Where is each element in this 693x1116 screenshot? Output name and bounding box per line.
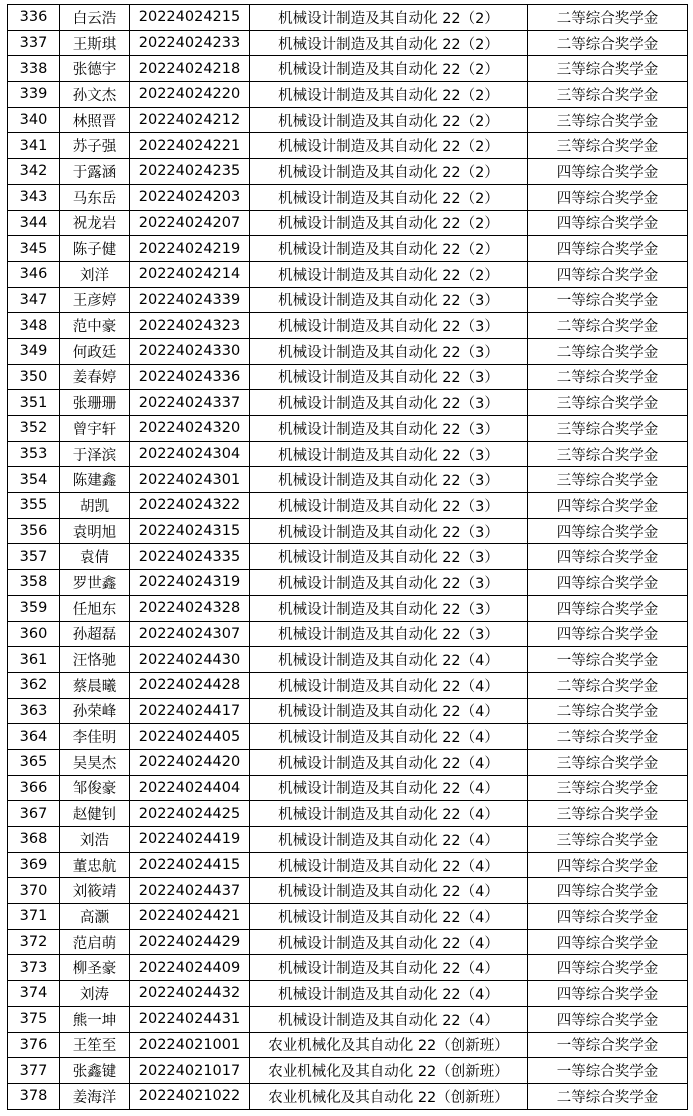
student-name-cell: 刘浩: [60, 827, 130, 853]
row-number-cell: 359: [8, 595, 60, 621]
student-id-cell: 20224024215: [130, 5, 250, 31]
row-number-cell: 373: [8, 955, 60, 981]
row-number-cell: 349: [8, 338, 60, 364]
row-number-cell: 337: [8, 30, 60, 56]
student-id-cell: 20224024323: [130, 313, 250, 339]
student-name-cell: 柳圣豪: [60, 955, 130, 981]
row-number-cell: 366: [8, 775, 60, 801]
student-name-cell: 孙超磊: [60, 621, 130, 647]
class-name-cell: 机械设计制造及其自动化 22（4）: [250, 647, 528, 673]
student-id-cell: 20224024420: [130, 749, 250, 775]
row-number-cell: 376: [8, 1032, 60, 1058]
award-level-cell: 三等综合奖学金: [528, 441, 688, 467]
award-level-cell: 二等综合奖学金: [528, 5, 688, 31]
table-row: [8, 981, 688, 1007]
student-id-cell: 20224024235: [130, 159, 250, 185]
class-name-cell: 机械设计制造及其自动化 22（2）: [250, 133, 528, 159]
class-name-cell: 机械设计制造及其自动化 22（3）: [250, 467, 528, 493]
row-number-cell: 362: [8, 672, 60, 698]
class-name-cell: 机械设计制造及其自动化 22（4）: [250, 827, 528, 853]
class-name-cell: 机械设计制造及其自动化 22（3）: [250, 287, 528, 313]
table-row: [8, 159, 688, 185]
row-number-cell: 374: [8, 981, 60, 1007]
award-level-cell: 四等综合奖学金: [528, 595, 688, 621]
student-name-cell: 罗世鑫: [60, 570, 130, 596]
student-id-cell: 20224024330: [130, 338, 250, 364]
student-name-cell: 张鑫键: [60, 1058, 130, 1084]
student-name-cell: 刘洋: [60, 261, 130, 287]
row-number-cell: 372: [8, 929, 60, 955]
student-name-cell: 马东岳: [60, 184, 130, 210]
student-id-cell: 20224024319: [130, 570, 250, 596]
student-name-cell: 于露涵: [60, 159, 130, 185]
student-id-cell: 20224024212: [130, 107, 250, 133]
student-name-cell: 刘筱靖: [60, 878, 130, 904]
student-name-cell: 范启萌: [60, 929, 130, 955]
class-name-cell: 机械设计制造及其自动化 22（4）: [250, 672, 528, 698]
student-name-cell: 于泽滨: [60, 441, 130, 467]
class-name-cell: 机械设计制造及其自动化 22（3）: [250, 416, 528, 442]
student-name-cell: 袁明旭: [60, 518, 130, 544]
award-level-cell: 三等综合奖学金: [528, 775, 688, 801]
student-id-cell: 20224024214: [130, 261, 250, 287]
student-id-cell: 20224024409: [130, 955, 250, 981]
row-number-cell: 352: [8, 416, 60, 442]
table-row: [8, 441, 688, 467]
student-name-cell: 李佳明: [60, 724, 130, 750]
student-id-cell: 20224024429: [130, 929, 250, 955]
student-id-cell: 20224024419: [130, 827, 250, 853]
award-level-cell: 四等综合奖学金: [528, 184, 688, 210]
award-level-cell: 二等综合奖学金: [528, 698, 688, 724]
table-row: [8, 416, 688, 442]
student-name-cell: 王彦婷: [60, 287, 130, 313]
table-row: [8, 56, 688, 82]
student-id-cell: 20224024336: [130, 364, 250, 390]
table-row: [8, 595, 688, 621]
student-name-cell: 张德宇: [60, 56, 130, 82]
award-level-cell: 四等综合奖学金: [528, 210, 688, 236]
award-level-cell: 一等综合奖学金: [528, 1058, 688, 1084]
row-number-cell: 355: [8, 493, 60, 519]
award-level-cell: 四等综合奖学金: [528, 981, 688, 1007]
table-row: [8, 724, 688, 750]
class-name-cell: 机械设计制造及其自动化 22（4）: [250, 904, 528, 930]
student-name-cell: 刘涛: [60, 981, 130, 1007]
row-number-cell: 370: [8, 878, 60, 904]
class-name-cell: 机械设计制造及其自动化 22（4）: [250, 981, 528, 1007]
student-id-cell: 20224024207: [130, 210, 250, 236]
table-row: [8, 107, 688, 133]
student-name-cell: 赵健钊: [60, 801, 130, 827]
row-number-cell: 353: [8, 441, 60, 467]
row-number-cell: 357: [8, 544, 60, 570]
student-name-cell: 白云浩: [60, 5, 130, 31]
award-level-cell: 二等综合奖学金: [528, 1083, 688, 1109]
table-row: [8, 210, 688, 236]
class-name-cell: 机械设计制造及其自动化 22（3）: [250, 364, 528, 390]
table-body: [8, 5, 688, 1110]
award-level-cell: 四等综合奖学金: [528, 544, 688, 570]
table-row: [8, 493, 688, 519]
award-level-cell: 四等综合奖学金: [528, 493, 688, 519]
student-id-cell: 20224024304: [130, 441, 250, 467]
student-name-cell: 姜海洋: [60, 1083, 130, 1109]
student-name-cell: 高灏: [60, 904, 130, 930]
row-number-cell: 371: [8, 904, 60, 930]
row-number-cell: 348: [8, 313, 60, 339]
student-id-cell: 20224024233: [130, 30, 250, 56]
student-name-cell: 陈子健: [60, 236, 130, 262]
row-number-cell: 358: [8, 570, 60, 596]
table-row: [8, 390, 688, 416]
student-name-cell: 曾宇轩: [60, 416, 130, 442]
student-name-cell: 董忠航: [60, 852, 130, 878]
row-number-cell: 375: [8, 1006, 60, 1032]
row-number-cell: 343: [8, 184, 60, 210]
row-number-cell: 356: [8, 518, 60, 544]
student-name-cell: 范中豪: [60, 313, 130, 339]
row-number-cell: 354: [8, 467, 60, 493]
student-id-cell: 20224024322: [130, 493, 250, 519]
table-row: [8, 570, 688, 596]
student-id-cell: 20224024404: [130, 775, 250, 801]
student-id-cell: 20224024425: [130, 801, 250, 827]
row-number-cell: 364: [8, 724, 60, 750]
row-number-cell: 340: [8, 107, 60, 133]
student-id-cell: 20224024221: [130, 133, 250, 159]
row-number-cell: 338: [8, 56, 60, 82]
award-level-cell: 三等综合奖学金: [528, 801, 688, 827]
award-level-cell: 三等综合奖学金: [528, 56, 688, 82]
award-level-cell: 二等综合奖学金: [528, 724, 688, 750]
row-number-cell: 350: [8, 364, 60, 390]
student-name-cell: 张珊珊: [60, 390, 130, 416]
award-level-cell: 四等综合奖学金: [528, 159, 688, 185]
student-id-cell: 20224021022: [130, 1083, 250, 1109]
class-name-cell: 机械设计制造及其自动化 22（2）: [250, 107, 528, 133]
table-row: [8, 30, 688, 56]
student-name-cell: 吴昊杰: [60, 749, 130, 775]
student-id-cell: 20224024203: [130, 184, 250, 210]
row-number-cell: 345: [8, 236, 60, 262]
student-id-cell: 20224024219: [130, 236, 250, 262]
student-id-cell: 20224024301: [130, 467, 250, 493]
class-name-cell: 机械设计制造及其自动化 22（3）: [250, 518, 528, 544]
table-row: [8, 621, 688, 647]
table-row: [8, 955, 688, 981]
table-row: [8, 184, 688, 210]
student-name-cell: 孙荣峰: [60, 698, 130, 724]
row-number-cell: 342: [8, 159, 60, 185]
class-name-cell: 机械设计制造及其自动化 22（3）: [250, 595, 528, 621]
class-name-cell: 农业机械化及其自动化 22（创新班）: [250, 1058, 528, 1084]
table-row: [8, 261, 688, 287]
table-row: [8, 1058, 688, 1084]
student-id-cell: 20224024307: [130, 621, 250, 647]
table-row: [8, 364, 688, 390]
award-level-cell: 四等综合奖学金: [528, 570, 688, 596]
student-id-cell: 20224024430: [130, 647, 250, 673]
student-id-cell: 20224024220: [130, 82, 250, 108]
award-level-cell: 二等综合奖学金: [528, 364, 688, 390]
table-row: [8, 5, 688, 31]
award-level-cell: 三等综合奖学金: [528, 467, 688, 493]
student-id-cell: 20224024428: [130, 672, 250, 698]
table-row: [8, 852, 688, 878]
class-name-cell: 机械设计制造及其自动化 22（2）: [250, 210, 528, 236]
award-level-cell: 三等综合奖学金: [528, 107, 688, 133]
award-level-cell: 四等综合奖学金: [528, 1006, 688, 1032]
award-level-cell: 四等综合奖学金: [528, 929, 688, 955]
class-name-cell: 机械设计制造及其自动化 22（2）: [250, 261, 528, 287]
row-number-cell: 351: [8, 390, 60, 416]
row-number-cell: 360: [8, 621, 60, 647]
award-level-cell: 三等综合奖学金: [528, 827, 688, 853]
class-name-cell: 机械设计制造及其自动化 22（3）: [250, 313, 528, 339]
class-name-cell: 机械设计制造及其自动化 22（3）: [250, 390, 528, 416]
table-row: [8, 1032, 688, 1058]
student-name-cell: 苏子强: [60, 133, 130, 159]
student-id-cell: 20224024328: [130, 595, 250, 621]
row-number-cell: 361: [8, 647, 60, 673]
student-id-cell: 20224024218: [130, 56, 250, 82]
award-level-cell: 三等综合奖学金: [528, 133, 688, 159]
award-level-cell: 二等综合奖学金: [528, 313, 688, 339]
student-id-cell: 20224024437: [130, 878, 250, 904]
award-level-cell: 三等综合奖学金: [528, 416, 688, 442]
student-id-cell: 20224024320: [130, 416, 250, 442]
student-id-cell: 20224024405: [130, 724, 250, 750]
table-row: [8, 82, 688, 108]
class-name-cell: 机械设计制造及其自动化 22（3）: [250, 544, 528, 570]
student-id-cell: 20224024339: [130, 287, 250, 313]
student-name-cell: 胡凯: [60, 493, 130, 519]
class-name-cell: 机械设计制造及其自动化 22（2）: [250, 236, 528, 262]
class-name-cell: 机械设计制造及其自动化 22（3）: [250, 570, 528, 596]
student-id-cell: 20224024415: [130, 852, 250, 878]
student-id-cell: 20224024337: [130, 390, 250, 416]
table-row: [8, 904, 688, 930]
student-name-cell: 王笙至: [60, 1032, 130, 1058]
award-level-cell: 四等综合奖学金: [528, 261, 688, 287]
row-number-cell: 341: [8, 133, 60, 159]
student-id-cell: 20224024431: [130, 1006, 250, 1032]
table-row: [8, 1006, 688, 1032]
student-name-cell: 陈建鑫: [60, 467, 130, 493]
row-number-cell: 363: [8, 698, 60, 724]
award-level-cell: 四等综合奖学金: [528, 236, 688, 262]
row-number-cell: 365: [8, 749, 60, 775]
table-row: [8, 749, 688, 775]
table-row: [8, 775, 688, 801]
class-name-cell: 机械设计制造及其自动化 22（2）: [250, 30, 528, 56]
table-row: [8, 929, 688, 955]
class-name-cell: 机械设计制造及其自动化 22（4）: [250, 724, 528, 750]
table-row: [8, 287, 688, 313]
row-number-cell: 339: [8, 82, 60, 108]
student-name-cell: 孙文杰: [60, 82, 130, 108]
award-level-cell: 四等综合奖学金: [528, 878, 688, 904]
student-name-cell: 邹俊豪: [60, 775, 130, 801]
student-name-cell: 蔡晨曦: [60, 672, 130, 698]
class-name-cell: 机械设计制造及其自动化 22（2）: [250, 56, 528, 82]
award-level-cell: 四等综合奖学金: [528, 904, 688, 930]
award-level-cell: 二等综合奖学金: [528, 672, 688, 698]
class-name-cell: 机械设计制造及其自动化 22（4）: [250, 1006, 528, 1032]
scholarship-table: [7, 4, 688, 1110]
class-name-cell: 机械设计制造及其自动化 22（2）: [250, 82, 528, 108]
award-level-cell: 四等综合奖学金: [528, 955, 688, 981]
student-name-cell: 袁倩: [60, 544, 130, 570]
table-row: [8, 518, 688, 544]
table-row: [8, 801, 688, 827]
class-name-cell: 农业机械化及其自动化 22（创新班）: [250, 1032, 528, 1058]
student-name-cell: 汪恪驰: [60, 647, 130, 673]
student-name-cell: 何政廷: [60, 338, 130, 364]
row-number-cell: 369: [8, 852, 60, 878]
table-row: [8, 236, 688, 262]
award-level-cell: 一等综合奖学金: [528, 1032, 688, 1058]
student-name-cell: 姜春婷: [60, 364, 130, 390]
class-name-cell: 机械设计制造及其自动化 22（4）: [250, 878, 528, 904]
award-level-cell: 一等综合奖学金: [528, 647, 688, 673]
award-level-cell: 二等综合奖学金: [528, 338, 688, 364]
class-name-cell: 机械设计制造及其自动化 22（2）: [250, 159, 528, 185]
student-id-cell: 20224024315: [130, 518, 250, 544]
row-number-cell: 377: [8, 1058, 60, 1084]
table-row: [8, 672, 688, 698]
class-name-cell: 机械设计制造及其自动化 22（4）: [250, 698, 528, 724]
table-row: [8, 1083, 688, 1109]
student-id-cell: 20224024335: [130, 544, 250, 570]
table-row: [8, 133, 688, 159]
class-name-cell: 机械设计制造及其自动化 22（4）: [250, 955, 528, 981]
student-name-cell: 熊一坤: [60, 1006, 130, 1032]
table-row: [8, 313, 688, 339]
row-number-cell: 336: [8, 5, 60, 31]
row-number-cell: 367: [8, 801, 60, 827]
award-level-cell: 二等综合奖学金: [528, 30, 688, 56]
class-name-cell: 机械设计制造及其自动化 22（2）: [250, 184, 528, 210]
student-id-cell: 20224024421: [130, 904, 250, 930]
award-level-cell: 四等综合奖学金: [528, 852, 688, 878]
row-number-cell: 347: [8, 287, 60, 313]
table-row: [8, 467, 688, 493]
student-name-cell: 任旭东: [60, 595, 130, 621]
table-row: [8, 338, 688, 364]
student-name-cell: 林照晋: [60, 107, 130, 133]
student-id-cell: 20224024417: [130, 698, 250, 724]
class-name-cell: 机械设计制造及其自动化 22（3）: [250, 621, 528, 647]
student-id-cell: 20224024432: [130, 981, 250, 1007]
row-number-cell: 368: [8, 827, 60, 853]
class-name-cell: 机械设计制造及其自动化 22（4）: [250, 929, 528, 955]
class-name-cell: 机械设计制造及其自动化 22（4）: [250, 775, 528, 801]
table-row: [8, 544, 688, 570]
table-row: [8, 827, 688, 853]
award-level-cell: 四等综合奖学金: [528, 621, 688, 647]
class-name-cell: 机械设计制造及其自动化 22（4）: [250, 852, 528, 878]
class-name-cell: 机械设计制造及其自动化 22（4）: [250, 749, 528, 775]
table-row: [8, 878, 688, 904]
class-name-cell: 机械设计制造及其自动化 22（3）: [250, 493, 528, 519]
table-row: [8, 647, 688, 673]
class-name-cell: 机械设计制造及其自动化 22（3）: [250, 338, 528, 364]
award-level-cell: 三等综合奖学金: [528, 390, 688, 416]
row-number-cell: 346: [8, 261, 60, 287]
award-level-cell: 一等综合奖学金: [528, 287, 688, 313]
class-name-cell: 农业机械化及其自动化 22（创新班）: [250, 1083, 528, 1109]
award-level-cell: 四等综合奖学金: [528, 518, 688, 544]
class-name-cell: 机械设计制造及其自动化 22（3）: [250, 441, 528, 467]
award-level-cell: 三等综合奖学金: [528, 749, 688, 775]
class-name-cell: 机械设计制造及其自动化 22（4）: [250, 801, 528, 827]
student-name-cell: 祝龙岩: [60, 210, 130, 236]
class-name-cell: 机械设计制造及其自动化 22（2）: [250, 5, 528, 31]
student-name-cell: 王斯琪: [60, 30, 130, 56]
student-id-cell: 20224021001: [130, 1032, 250, 1058]
row-number-cell: 378: [8, 1083, 60, 1109]
student-id-cell: 20224021017: [130, 1058, 250, 1084]
row-number-cell: 344: [8, 210, 60, 236]
table-row: [8, 698, 688, 724]
award-level-cell: 三等综合奖学金: [528, 82, 688, 108]
